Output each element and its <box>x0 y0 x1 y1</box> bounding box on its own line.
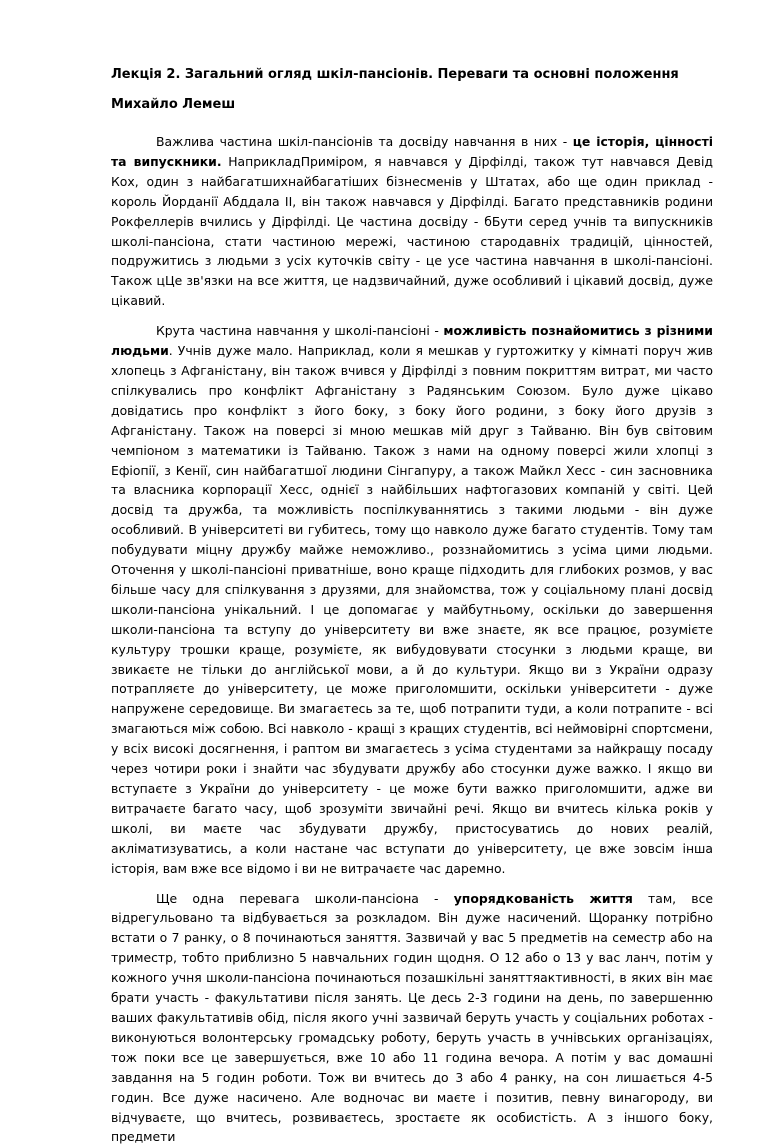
paragraph-structured-life <box>111 889 713 1147</box>
paragraph-lead: Важлива частина шкіл-пансіонів та досвіду навчання в них - <box>156 134 573 149</box>
paragraph-history-values <box>111 132 713 311</box>
paragraph-meeting-people <box>111 321 713 878</box>
paragraph-lead: Ще одна перевага школи-пансіона - <box>156 890 454 906</box>
paragraph-body: . Учнів дуже мало. Наприклад, коли я мешкав у гуртожитку у кімнаті поруч жив хлопець з Афганістану, він також вчився у Дірфілді з повним покриттям витрат, ми часто спілкувались про конфлікт Афганістану з Радянським Союзом. Було дуже цікаво довідатись про конфлікт з його боку, з боку його родини, з боку його друзів з Афганістану. Також на поверсі зі мною мешкав мій друг з Тайваню. Він був світовим чемпіоном з математики із Тайваню. Також з нами на одному поверсі жили хлопці з Ефіопії, з Кенії, син найбагатшої людини Сінгапуру, а також Майкл Хесс - син засновника та власника корпорації Хесс, однієї з найбільших нафтогазових компаній у світі. Цей досвід та дружба, та можливість поспілкуваннятись з такими людьми - він дуже особливий. В університеті ви губитесь, тому що навколо дуже багато студентів. Тому там побудувати міцну дружбу майже неможливо., роззнайомитись з усіма цими людьми. Оточення у школі-пансіоні приватніше, воно краще підходить для глибоких розмов, у вас більше часу для спілкування з друзями, для знайомства, тож у соціальному плані досвід школи-пансіона унікальний. І це допомагає у майбутньому, оскільки до завершення школи-пансіона та вступу до університету ви вже знаєте, як все працює, розумієте культуру трошки краще, розумієте, як вибудовувати стосунки з людьми краще, ви звикаєте не тільки до англійської мови, а й до культури. Якщо ви з України одразу потрапляєте до університету, це може приголомшити, оскільки університети - дуже напружене середовище. Ви змагаєтесь за те, щоб потрапити туди, а коли потрапите - всі змагаються між собою. Всі навколо - кращі з кращих студентів, всі неймовірні спортсмени, у всіх високі досягнення, і раптом ви змагаєтесь з усіма студентами за найкращу посаду через чотири роки і знайти час збудувати дружбу або стосунки дуже важко. І якщо ви вступаєте з України до університету - це може бути важко приголомшити, адже ви витрачаєте багато часу, щоб зрозуміти звичайні речі. Якщо ви вчитесь кілька років у школі, ви маєте час збудувати дружбу, пристосуватись до нових реалій, акліматизуватись, а коли настане час вступати до університету, це вже зовсім інша історія, вам вже все відомо і ви не витрачаєте час даремно. <box>111 343 713 876</box>
lecture-title: Лекція 2. Загальний огляд шкіл-пансіонів. Переваги та основні положення <box>111 67 679 82</box>
paragraph-highlight: упорядкованість життя <box>453 890 633 906</box>
paragraph-highlight: можливість познайомитись з різними людьми <box>111 323 713 359</box>
author-name: Михайло Лемеш <box>111 97 236 112</box>
paragraph-body: НаприкладПриміром, я навчався у Дірфілді, також тут навчався Девід Кох, один з найбагатшихнайбагатіших бізнесменів у Штатах, або ще один приклад - король Йорданії Абддала II, він також навчався у Дірфілді. Багато представників родини Рокфеллерів вчились у Дірфілді. Це частина досвіду - бБути серед учнів та випускників школі-пансіона, стати частиною мережі, частиною стародавніх традицій, цінностей, подружитись з людьми з усіх куточків світу - це усе частина навчання в школі-пансіоні. Також цЦе зв'язки на все життя, це надзвичайний, дуже особливий і цікавий досвід, дуже цікавий. <box>111 153 713 309</box>
document-page <box>111 66 713 1147</box>
paragraph-body: там, все відрегульовано та відбувається за розкладом. Він дуже насичений. Щоранку потрібно встати о 7 ранку, о 8 починаються заняття. Зазвичай у вас 5 предметів на семестр або на триместр, тобто приблизно 5 навчальних годин щодня. О 12 або о 13 у вас ланч, потім у кожного учня школи-пансіона починаються позашкільні заняттяактивності, в яких він має брати участь - факультативи після занять. Це десь 2-3 години на день, по завершенню ваших факультативів обід, після якого учні зазвичай беруть участь у соціальних роботах - виконуються волонтерську громадську роботу, беруть участь в учнівських організаціях, тож поки все це завершується, вже 10 або 11 година вечора. А потім у вас домашні завдання на 5 годин роботи. Тож ви вчитесь до 3 або 4 ранку, на сон лишається 4-5 годин. Все дуже насичено. Але водночас ви маєте і позитив, певну винагороду, ви відчуваєте, що вчитесь, розвиваєтесь, зростаєте як особистість. А з іншого боку, предмети <box>111 890 714 1145</box>
paragraph-lead: Крута частина навчання у школі-пансіоні - <box>156 323 444 339</box>
paragraph-highlight: це історія, цінності та випускники. <box>111 134 714 169</box>
